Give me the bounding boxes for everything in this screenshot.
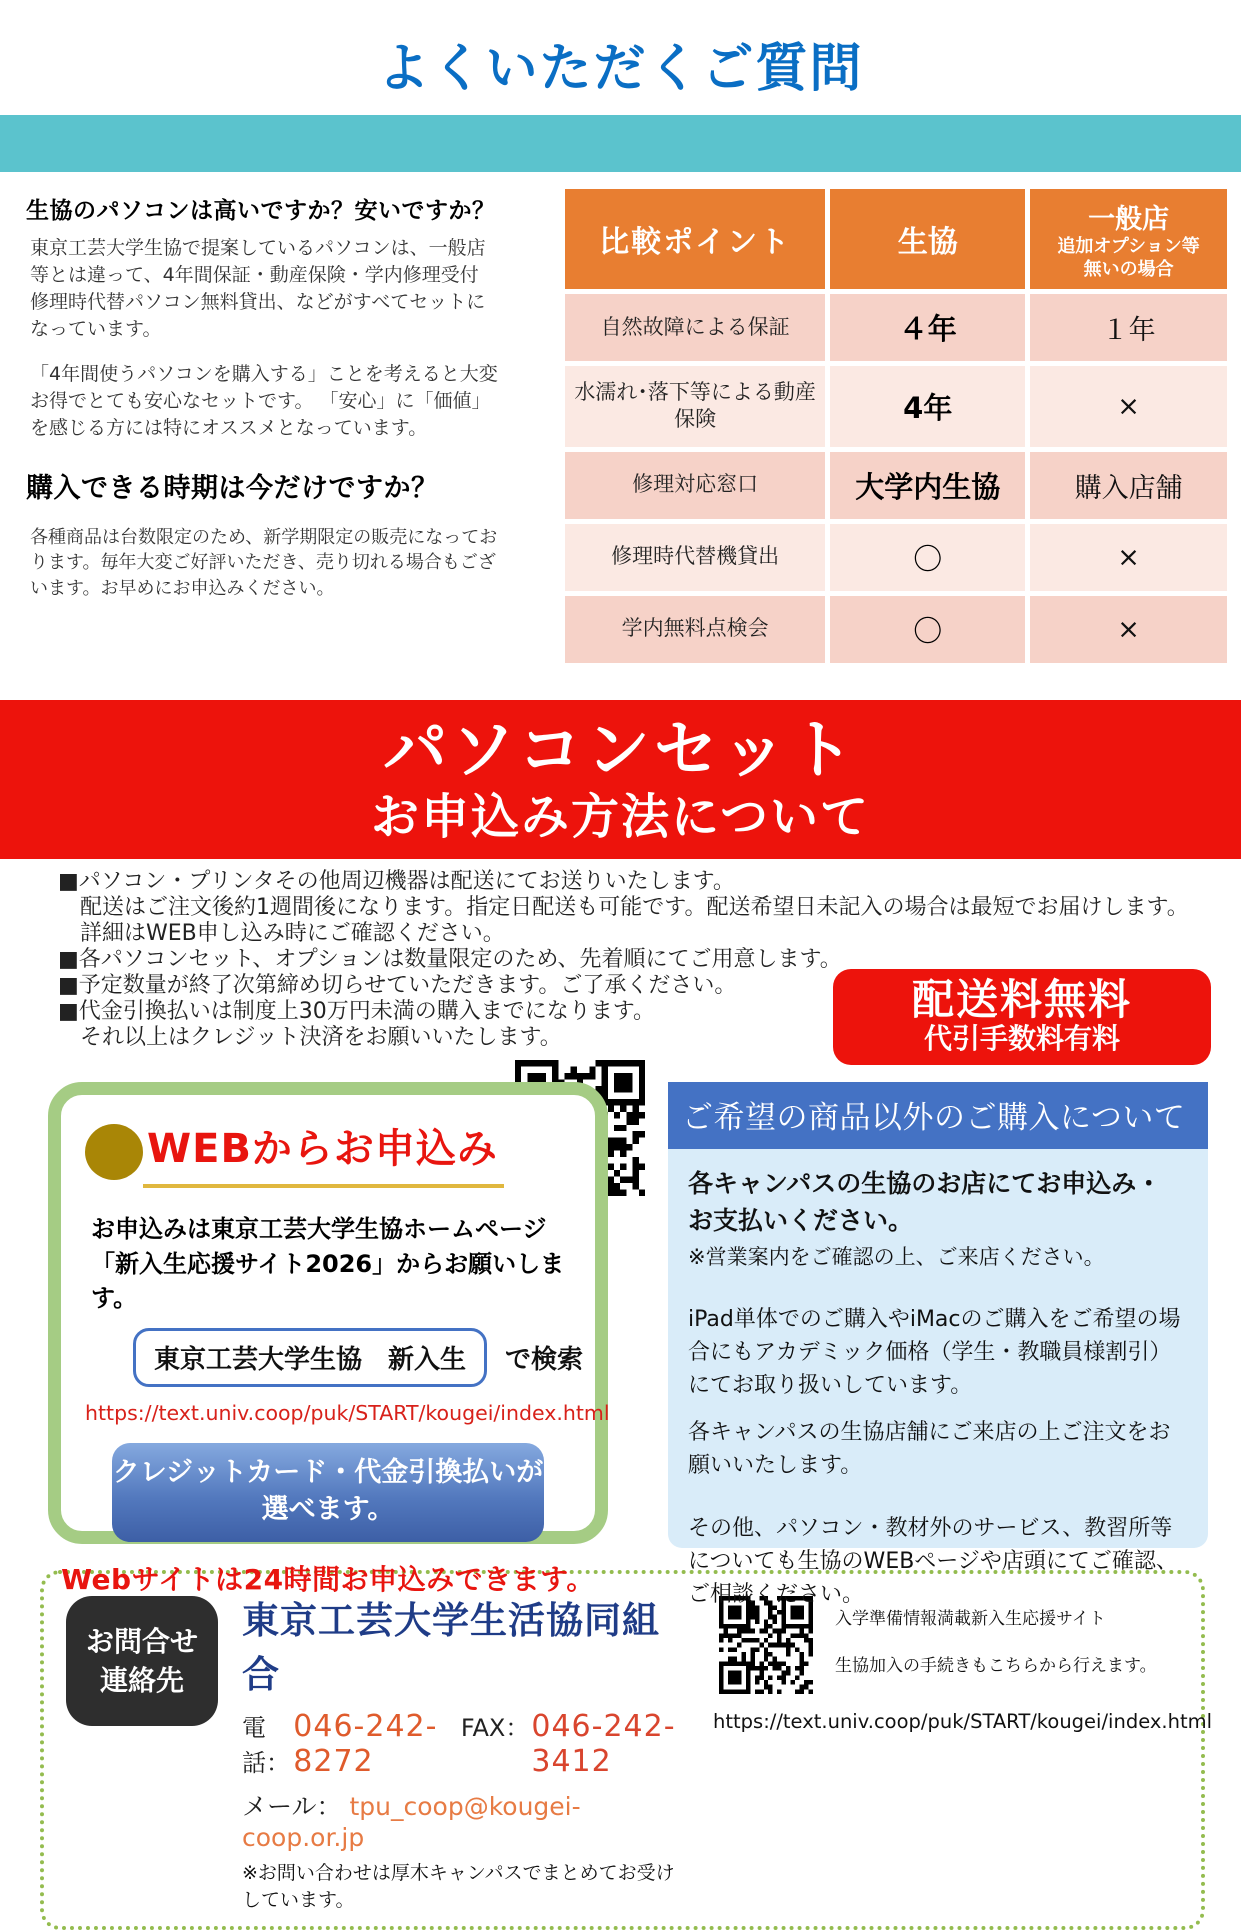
general-value: × bbox=[1030, 366, 1227, 447]
search-suffix-label: で検索 bbox=[505, 1345, 584, 1376]
payment-button-line-1: クレジットカード・代金引換払いが bbox=[112, 1457, 544, 1489]
qr-caption-2: 生協加入の手続きもこちらから行えます。 bbox=[835, 1655, 1157, 1676]
contact-box bbox=[40, 1570, 1213, 1930]
mail-label: メール： bbox=[242, 1791, 342, 1821]
site-url[interactable]: https://text.univ.coop/puk/START/kougei/index.html bbox=[713, 1709, 1213, 1733]
payment-button-line-2: 選べます。 bbox=[261, 1493, 395, 1525]
pc-set-banner bbox=[0, 700, 1241, 859]
qr-caption-1: 入学準備情報満載新入生応援サイト bbox=[835, 1608, 1106, 1629]
teal-divider-band bbox=[0, 115, 1241, 172]
faq-answer-1: 東京工芸大学生協で提案しているパソコンは、一般店等とは違って、4年間保証・動産保険・学内修理受付 修理時代替パソコン無料貸出、などがすべてセットになっています。 bbox=[30, 237, 486, 340]
general-value: 購入店舗 bbox=[1030, 452, 1227, 519]
other-purchase-para-2: 各キャンパスの生協店舗にご来店の上ご注文をお願いいたします。 bbox=[688, 1420, 1171, 1479]
other-purchase-note: ※営業案内をご確認の上、ご来店ください。 bbox=[688, 1244, 1105, 1269]
note-line: ■代金引換払いは制度上30万円未満の購入までになります。 bbox=[58, 998, 656, 1024]
coop-value: 〇 bbox=[830, 596, 1025, 663]
row-label: 自然故障による保証 bbox=[565, 294, 825, 361]
note-line: ■各パソコンセット、オプションは数量限定のため、先着順にてご用意します。 bbox=[58, 946, 842, 972]
contact-info bbox=[242, 1590, 685, 1912]
shipping-fee-badge bbox=[833, 969, 1211, 1065]
other-purchase-para-1: iPad単体でのご購入やiMacのご購入をご希望の場合にもアカデミック価格（学生・教職員様割引）にてお取り扱いしています。 bbox=[688, 1307, 1181, 1399]
faq-answer-1b: 「4年間使うパソコンを購入する」ことを考えると大変お得でとても安心なセットです。 「安心」に「価値」を感じる方には特にオススメとなっています。 bbox=[30, 362, 498, 439]
row-label: 修理時代替機貸出 bbox=[565, 524, 825, 591]
order-site-url[interactable]: https://text.univ.coop/puk/START/kougei/index.html bbox=[85, 1401, 610, 1426]
phone-label: 電話： bbox=[242, 1713, 290, 1777]
web-24h-note: Webサイトは24時間お申込みできます。 bbox=[61, 1563, 595, 1597]
table-row bbox=[565, 524, 1227, 591]
other-purchase-header: ご希望の商品以外のご購入について bbox=[668, 1082, 1208, 1149]
coop-value: ４年 bbox=[830, 294, 1025, 361]
contact-note: ※お問い合わせは厚木キャンパスでまとめてお受けしています。 bbox=[242, 1861, 675, 1911]
header-cell-coop: 生協 bbox=[830, 189, 1025, 289]
row-label: 学内無料点検会 bbox=[565, 596, 825, 663]
general-value: １年 bbox=[1030, 294, 1227, 361]
web-order-instruction bbox=[61, 1212, 595, 1316]
table-row bbox=[565, 366, 1227, 447]
coop-value: 大学内生協 bbox=[830, 452, 1025, 519]
table-row bbox=[565, 294, 1227, 361]
search-keyword-box: 東京工芸大学生協 新入生 bbox=[133, 1328, 487, 1387]
instruction-line-1: お申込みは東京工芸大学生協ホームページ bbox=[91, 1214, 547, 1243]
banner-title: パソコンセット bbox=[383, 713, 858, 788]
table-header-row bbox=[565, 189, 1227, 289]
org-name: 東京工芸大学生活協同組合 bbox=[242, 1598, 660, 1696]
shipping-free-text: 配送料無料 bbox=[911, 974, 1132, 1024]
faq-section bbox=[0, 172, 1241, 668]
note-line: ■予定数量が終了次第締め切らせていただきます。ご了承ください。 bbox=[58, 972, 737, 998]
row-label: 水濡れ･落下等による動産保険 bbox=[565, 366, 825, 447]
web-order-heading-row bbox=[61, 1095, 595, 1188]
other-purchase-para-3: その他、パソコン・教材外のサービス、教習所等についても生協のWEBページや店頭にてご確認、ご相談ください。 bbox=[688, 1516, 1178, 1608]
table-row bbox=[565, 596, 1227, 663]
page-title: よくいただくご質問 bbox=[377, 39, 864, 99]
search-hint-row bbox=[61, 1328, 595, 1387]
note-line: 詳細はWEB申し込み時にご確認ください。 bbox=[80, 920, 505, 946]
table-row bbox=[565, 452, 1227, 519]
instruction-line-2: 「新入生応援サイト2026」からお願いします。 bbox=[91, 1249, 565, 1313]
banner-subtitle: お申込み方法について bbox=[370, 788, 871, 845]
general-value: × bbox=[1030, 596, 1227, 663]
payment-options-button bbox=[112, 1443, 544, 1542]
general-value: × bbox=[1030, 524, 1227, 591]
coop-value: 4年 bbox=[830, 366, 1025, 447]
web-order-heading: WEBからお申込み bbox=[143, 1117, 504, 1188]
contact-label-badge bbox=[66, 1596, 218, 1726]
coop-value: 〇 bbox=[830, 524, 1025, 591]
note-line: 配送はご注文後約1週間後になります。指定日配送も可能です。配送希望日未記入の場合は最短でお届けします。 bbox=[80, 894, 1189, 920]
faq-answer-2: 各種商品は台数限定のため、新学期限定の販売になっております。毎年大変ご好評いただき、売り切れる場合もございます。お早めにお申込みください。 bbox=[30, 526, 498, 599]
phone-number: 046-242-8272 bbox=[293, 1708, 438, 1779]
other-purchase-lead-1: 各キャンパスの生協のお店にてお申込み・ bbox=[688, 1168, 1162, 1198]
general-store-title: 一般店 bbox=[1088, 204, 1170, 235]
note-line: それ以上はクレジット決済をお願いいたします。 bbox=[80, 1024, 562, 1050]
mail-line bbox=[242, 1787, 685, 1852]
faq-question-2: 購入できる時期は今だけですか？ bbox=[26, 472, 439, 504]
general-store-subtitle-1: 追加オプション等 bbox=[1057, 236, 1200, 257]
other-purchase-lead-2: お支払いください。 bbox=[688, 1206, 914, 1236]
general-store-subtitle-2: 無いの場合 bbox=[1083, 258, 1174, 280]
email-address[interactable]: tpu_coop@kougei-coop.or.jp bbox=[242, 1791, 581, 1852]
gold-circle-icon bbox=[85, 1124, 143, 1180]
fax-label: FAX： bbox=[460, 1713, 530, 1742]
note-line: ■パソコン・プリンタその他周辺機器は配送にてお送りいたします。 bbox=[58, 868, 735, 894]
web-order-card bbox=[48, 1082, 610, 1597]
contact-label-line-1: お問合せ bbox=[85, 1624, 198, 1658]
comparison-table bbox=[560, 184, 1232, 668]
phone-fax-line bbox=[242, 1708, 685, 1779]
cod-fee-text: 代引手数料有料 bbox=[923, 1022, 1120, 1056]
faq-question-1: 生協のパソコンは高いですか？安いですか？ bbox=[26, 198, 496, 224]
other-purchase-body bbox=[668, 1149, 1208, 1608]
fax-number: 046-242-3412 bbox=[531, 1708, 676, 1779]
header-cell-general-store bbox=[1030, 189, 1227, 289]
faq-column bbox=[26, 184, 502, 668]
row-label: 修理対応窓口 bbox=[565, 452, 825, 519]
contact-label-line-2: 連絡先 bbox=[99, 1663, 184, 1697]
other-purchase-section bbox=[668, 1082, 1208, 1608]
order-info-section bbox=[0, 859, 1241, 1608]
header-cell-compare-point: 比較ポイント bbox=[565, 189, 825, 289]
